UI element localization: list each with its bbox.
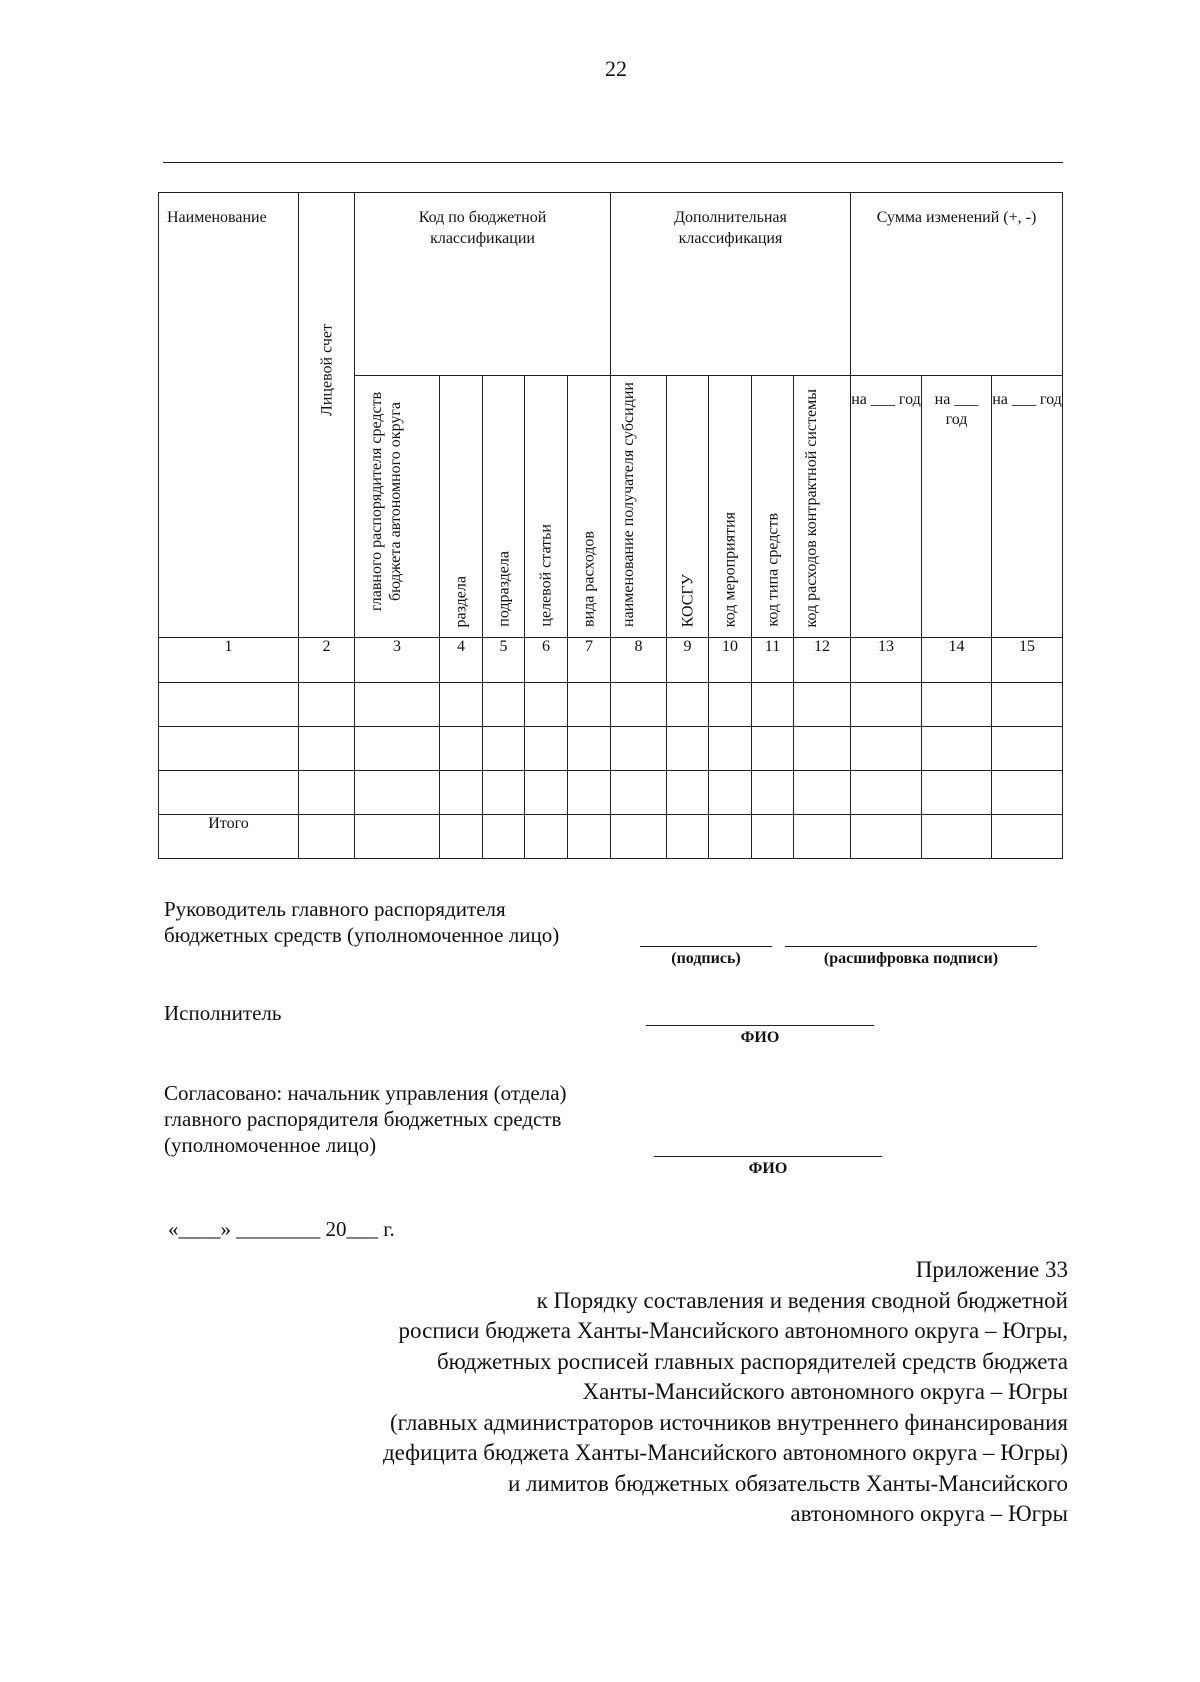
column-number: 8 xyxy=(611,638,667,683)
appendix-line: к Порядку составления и ведения сводной бюджетной xyxy=(536,1288,1068,1313)
column-number: 5 xyxy=(483,638,525,683)
column-number: 3 xyxy=(355,638,440,683)
head-label-2: бюджетных средств (уполномоченное лицо) xyxy=(164,923,560,947)
agreed-label-1: Согласовано: начальник управления (отдела) xyxy=(164,1081,567,1105)
signature-line xyxy=(640,946,772,947)
column-number: 10 xyxy=(709,638,752,683)
subheader-year-1: на ___ год xyxy=(851,376,922,638)
subheader-subsection: подраздела xyxy=(483,376,525,638)
budget-table xyxy=(158,192,1063,859)
appendix-line: дефицита бюджета Ханты-Мансийского автономного округа – Югры) xyxy=(382,1440,1068,1465)
subheader-main-manager: главного распорядителя средств бюджета автономного округа xyxy=(355,376,440,638)
header-additional-classification: Дополнительная классификация xyxy=(611,193,851,376)
total-row xyxy=(159,815,1063,859)
column-number: 6 xyxy=(525,638,568,683)
agreed-label-2: главного распорядителя бюджетных средств xyxy=(164,1107,562,1131)
subheader-event-code: код мероприятия xyxy=(709,376,752,638)
table-row xyxy=(159,771,1063,815)
subheader-kosgu: КОСГУ xyxy=(667,376,709,638)
header-sum-changes: Сумма изменений (+, -) xyxy=(851,193,1063,376)
column-number: 14 xyxy=(922,638,992,683)
appendix-line: Ханты-Мансийского автономного округа – Югры xyxy=(582,1379,1068,1404)
date-line: «____» ________ 20___ г. xyxy=(168,1217,395,1241)
top-rule xyxy=(163,162,1063,163)
column-number: 2 xyxy=(299,638,355,683)
column-number: 7 xyxy=(568,638,611,683)
column-number: 15 xyxy=(992,638,1063,683)
agreed-label-3: (уполномоченное лицо) xyxy=(164,1133,377,1157)
subheader-expense-type: вида расходов xyxy=(568,376,611,638)
column-number: 1 xyxy=(159,638,299,683)
signature-caption: (подпись) xyxy=(671,950,741,967)
subheader-target-item: целевой статьи xyxy=(525,376,568,638)
total-label: Итого xyxy=(159,815,299,859)
appendix-line: росписи бюджета Ханты-Мансийского автономного округа – Югры, xyxy=(398,1318,1068,1343)
subheader-year-3: на ___ год xyxy=(992,376,1063,638)
column-number: 4 xyxy=(440,638,483,683)
appendix-line: и лимитов бюджетных обязательств Ханты-Мансийского xyxy=(507,1471,1068,1496)
column-number: 9 xyxy=(667,638,709,683)
agreed-fio-caption: ФИО xyxy=(748,1160,788,1177)
decoding-line xyxy=(785,946,1037,947)
appendix-line: (главных администраторов источников внутреннего финансирования xyxy=(389,1410,1068,1435)
appendix-line: бюджетных росписей главных распорядителей средств бюджета xyxy=(436,1349,1068,1374)
header-name: Наименование xyxy=(159,193,299,638)
executor-line xyxy=(646,1025,874,1026)
column-number: 12 xyxy=(794,638,851,683)
table-row xyxy=(159,683,1063,727)
subheader-contract-system-code: код расходов контрактной системы xyxy=(794,376,851,638)
appendix-line: автономного округа – Югры xyxy=(790,1501,1068,1526)
page-number: 22 xyxy=(605,56,627,81)
header-budget-code: Код по бюджетной классификации xyxy=(355,193,611,376)
decoding-caption: (расшифровка подписи) xyxy=(823,950,999,967)
subheader-funds-type-code: код типа средств xyxy=(752,376,794,638)
subheader-year-2: на ___ год xyxy=(922,376,992,638)
column-number: 11 xyxy=(752,638,794,683)
subheader-section: раздела xyxy=(440,376,483,638)
column-numbers-row xyxy=(159,638,1063,683)
header-account xyxy=(299,193,355,638)
subheader-subsidy-recipient: наименование получателя субсидии xyxy=(611,376,667,638)
header-account-label: Лицевой счет xyxy=(318,323,335,416)
table-row xyxy=(159,727,1063,771)
column-number: 13 xyxy=(851,638,922,683)
head-label-1: Руководитель главного распорядителя xyxy=(164,897,506,921)
executor-label: Исполнитель xyxy=(164,1001,282,1025)
agreed-line xyxy=(654,1156,882,1157)
appendix-title: Приложение 33 xyxy=(915,1257,1068,1282)
executor-fio-caption: ФИО xyxy=(740,1029,780,1046)
